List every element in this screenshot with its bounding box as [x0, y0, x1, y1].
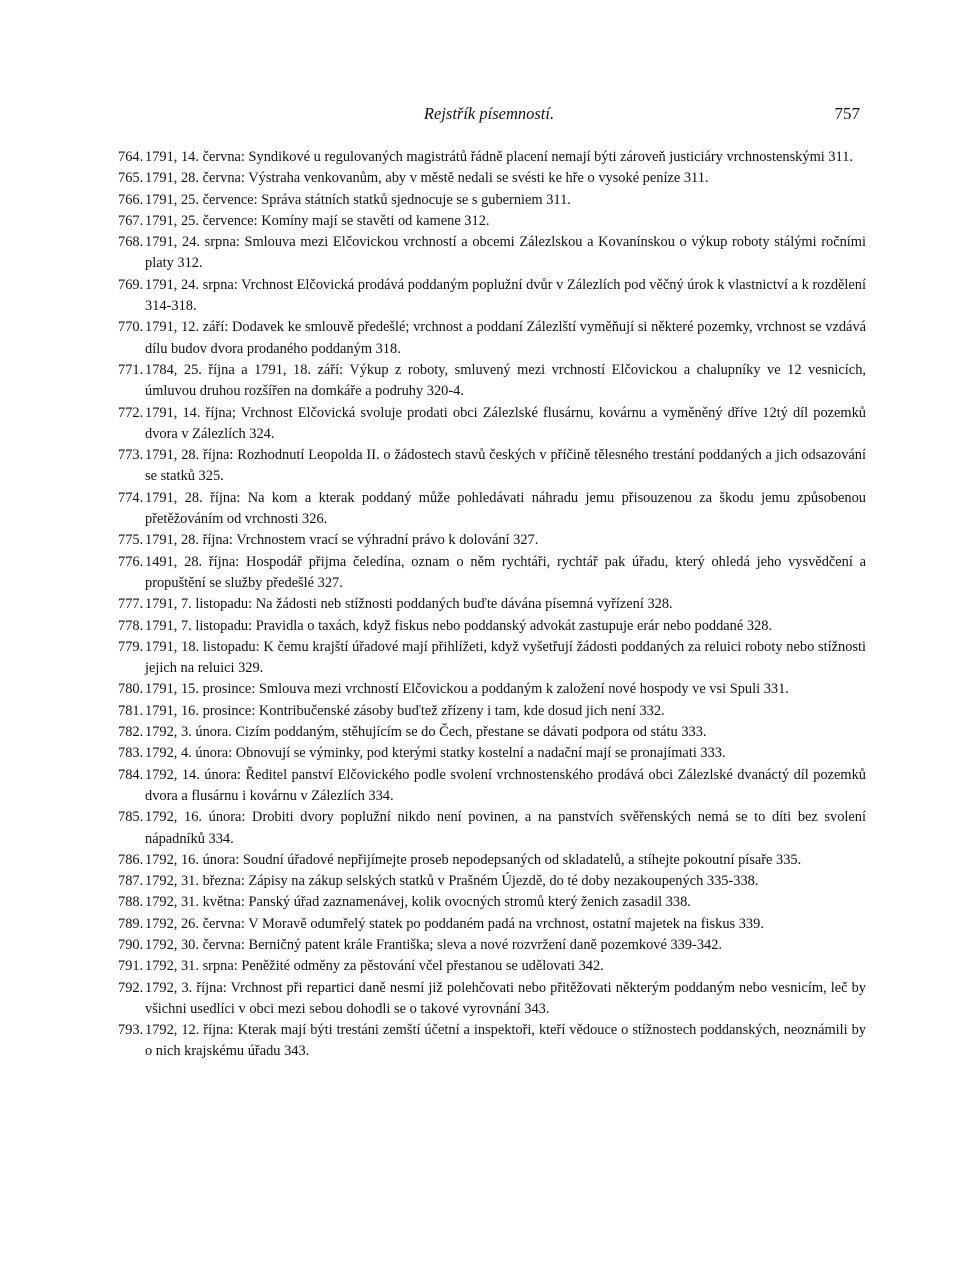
list-item — [118, 956, 866, 977]
entry-number: 792. — [118, 979, 144, 996]
entry-text: 1791, 7. listopadu: Na žádosti neb stížnosti poddaných buďte dávána písemná vyřízení 328. — [145, 596, 673, 613]
entry-text: 1791, 25. července: Komíny mají se stavěti od kamene 312. — [145, 212, 490, 229]
entry-number: 791. — [118, 958, 144, 975]
list-item — [118, 807, 866, 850]
entry-text: 1791, 25. července: Správa státních statků sjednocuje se s guberniem 311. — [145, 191, 571, 208]
entry-number: 780. — [118, 681, 144, 698]
entry-text: 1792, 4. února: Obnovují se výminky, pod kterými statky kostelní a nadační mají se pronajímati 333. — [145, 745, 726, 762]
list-item — [118, 147, 866, 168]
list-item — [118, 850, 866, 871]
entry-number: 774. — [118, 489, 144, 506]
list-item — [118, 871, 866, 892]
list-item — [118, 679, 866, 700]
list-item — [118, 530, 866, 551]
entry-list — [118, 147, 866, 1063]
page-header — [118, 104, 860, 128]
entry-number: 779. — [118, 638, 144, 655]
entry-text: 1792, 12. října: Kterak mají býti trestáni zemští účetní a inspektoři, kteří vědouce o stížnostech poddanských, neoznámili by o nich krajskému úřadu 343. — [145, 1022, 866, 1060]
entry-text: 1791, 28. října: Rozhodnutí Leopolda II. o žádostech stavů českých v příčině tělesného trestání poddaných a jich odsazování se statků 325. — [145, 447, 866, 485]
list-item — [118, 317, 866, 360]
list-item — [118, 190, 866, 211]
list-item — [118, 743, 866, 764]
list-item — [118, 594, 866, 615]
entry-number: 769. — [118, 276, 144, 293]
entry-number: 787. — [118, 873, 144, 890]
entry-text: 1791, 18. listopadu: K čemu krajští úřadové mají přihlížeti, když vyšetřují žádosti poddaných za reluici roboty nebo stížnosti jejich na reluici 329. — [145, 638, 866, 677]
entry-number: 766. — [118, 191, 144, 208]
list-item — [118, 552, 866, 595]
list-item — [118, 892, 866, 913]
entry-number: 776. — [118, 553, 144, 570]
entry-text: 1792, 31. srpna: Peněžité odměny za pěstování včel přestanou se udělovati 342. — [145, 958, 604, 975]
entry-number: 772. — [118, 404, 144, 421]
entry-number: 773. — [118, 447, 144, 464]
entry-text: 1784, 25. října a 1791, 18. září: Výkup z roboty, smluvený mezi vrchností Elčovickou a chalupníky ve 12 vesnicích, úmluvou druhou rozšířen na domkáře a podruhy 320-4. — [145, 361, 866, 400]
entry-number: 783. — [118, 745, 144, 762]
list-item — [118, 488, 866, 531]
entry-text: 1792, 3. října: Vrchnost při repartici daně nesmí již polehčovati nebo přitěžovati některým poddaným nebo vesnicím, leč by všichni usedlíci v obci mezi sebou dohodli se o takové vyrovnání 343. — [145, 979, 866, 1017]
entry-text: 1792, 16. února: Soudní úřadové nepřijímejte proseb nepodepsaných od skladatelů, a stíhejte pokoutní písaře 335. — [145, 851, 802, 868]
entry-number: 784. — [118, 766, 144, 783]
entry-text: 1792, 31. května: Panský úřad zaznamenávej, kolik ovocných stromů který ženich zasadil 338. — [145, 894, 691, 911]
entry-text: 1791, 28. června: Výstraha venkovanům, aby v městě nedali se svésti ke hře o vysoké peníze 311. — [145, 170, 709, 187]
entry-text: 1791, 7. listopadu: Pravidla o taxách, když fiskus nebo poddanský advokát zastupuje erár nebo poddané 328. — [145, 617, 773, 634]
entry-text: 1792, 26. června: V Moravě odumřelý statek po poddaném padá na vrchnost, ostatní majetek na fiskus 339. — [145, 915, 764, 932]
entry-number: 781. — [118, 702, 144, 719]
list-item — [118, 232, 866, 275]
list-item — [118, 978, 866, 1021]
entry-number: 764. — [118, 149, 144, 165]
entry-text: 1491, 28. října: Hospodář přijma čeledína, oznam o něm rychtáři, rychtář pak úřadu, který ohledá jeho vysvědčení a propuštění se služby předešlé 327. — [145, 553, 866, 591]
entry-text: 1791, 24. srpna: Smlouva mezi Elčovickou vrchností a obcemi Zálezlskou a Kovanínskou o výkup roboty stálými ročními platy 312. — [145, 234, 866, 272]
entry-text: 1791, 28. října: Na kom a kterak poddaný může pohledávati náhradu jemu přisouzenou za škodu jemu způsobenou přetěžováním od vrchnosti 326. — [145, 489, 866, 528]
entry-text: 1792, 30. června: Berničný patent krále Františka; sleva a nové rozvržení daně pozemkové 339-342. — [145, 936, 723, 953]
list-item — [118, 445, 866, 488]
page-number: 757 — [834, 104, 860, 123]
entry-number: 777. — [118, 596, 144, 613]
entry-number: 789. — [118, 915, 144, 932]
entry-number: 793. — [118, 1022, 144, 1039]
running-title: Rejstřík písemností. — [423, 104, 555, 123]
list-item — [118, 701, 866, 722]
list-item — [118, 211, 866, 232]
list-item — [118, 765, 866, 808]
entry-number: 782. — [118, 724, 144, 741]
entry-text: 1791, 12. září: Dodavek ke smlouvě předešlé; vrchnost a poddaní Zálezlští vyměňují si některé pozemky, vrchnost se vzdává dílu budov dvora prodaného poddaným 318. — [145, 319, 866, 357]
list-item — [118, 168, 866, 189]
entry-number: 771. — [118, 361, 144, 378]
list-item — [118, 403, 866, 446]
entry-number: 775. — [118, 532, 144, 549]
list-item — [118, 637, 866, 680]
list-item — [118, 1020, 866, 1063]
entry-number: 786. — [118, 851, 144, 868]
list-item — [118, 275, 866, 318]
list-item — [118, 935, 866, 956]
entry-number: 767. — [118, 212, 144, 229]
list-item — [118, 360, 866, 403]
entry-number: 778. — [118, 617, 144, 634]
entry-number: 770. — [118, 319, 144, 336]
entry-text: 1792, 16. února: Drobiti dvory poplužní nikdo není povinen, a na panstvích svěřenských nemá se to díti bez svolení nápadníků 334. — [145, 809, 866, 847]
entry-number: 790. — [118, 936, 144, 953]
entry-text: 1791, 14. října; Vrchnost Elčovická svoluje prodati obci Zálezlské flusárnu, kovárnu a vyměněný dříve 12tý díl pozemků dvora v Zálezlích 324. — [145, 404, 866, 442]
entry-text: 1792, 14. února: Ředitel panství Elčovického podle svolení vrchnostenského prodává obci Zálezlské dvanáctý díl pozemků dvora a flusárnu i kovárnu v Zálezlích 334. — [145, 766, 866, 804]
entry-text: 1792, 3. února. Cizím poddaným, stěhujícím se do Čech, přestane se dávati podpora od státu 333. — [145, 724, 707, 741]
list-item — [118, 914, 866, 935]
list-item — [118, 616, 866, 637]
list-item — [118, 722, 866, 743]
entry-text: 1792, 31. března: Zápisy na zákup selských statků v Prašném Újezdě, do té doby nezakoupených 335-338. — [145, 873, 759, 890]
entry-text: 1791, 28. října: Vrchnostem vrací se výhradní právo k dolování 327. — [145, 532, 539, 549]
entry-text: 1791, 16. prosince: Kontribučenské zásoby buďtež zřízeny i tam, kde dosud jich není 332. — [145, 702, 665, 719]
entry-text: 1791, 15. prosince: Smlouva mezi vrchností Elčovickou a poddaným k založení nové hospody ve vsi Spuli 331. — [145, 681, 789, 698]
entry-number: 768. — [118, 234, 144, 251]
entry-number: 765. — [118, 170, 144, 187]
entry-number: 788. — [118, 894, 144, 911]
entry-number: 785. — [118, 809, 144, 826]
entry-text: 1791, 24. srpna: Vrchnost Elčovická prodává poddaným poplužní dvůr v Zálezlích pod věčný úrok k vlastnictví a k rozdělení 314-318. — [145, 276, 866, 315]
entry-text: 1791, 14. června: Syndikové u regulovaných magistrátů řádně placení nemají býti zároveň justiciáry vrchnostenskými 311. — [145, 149, 854, 165]
